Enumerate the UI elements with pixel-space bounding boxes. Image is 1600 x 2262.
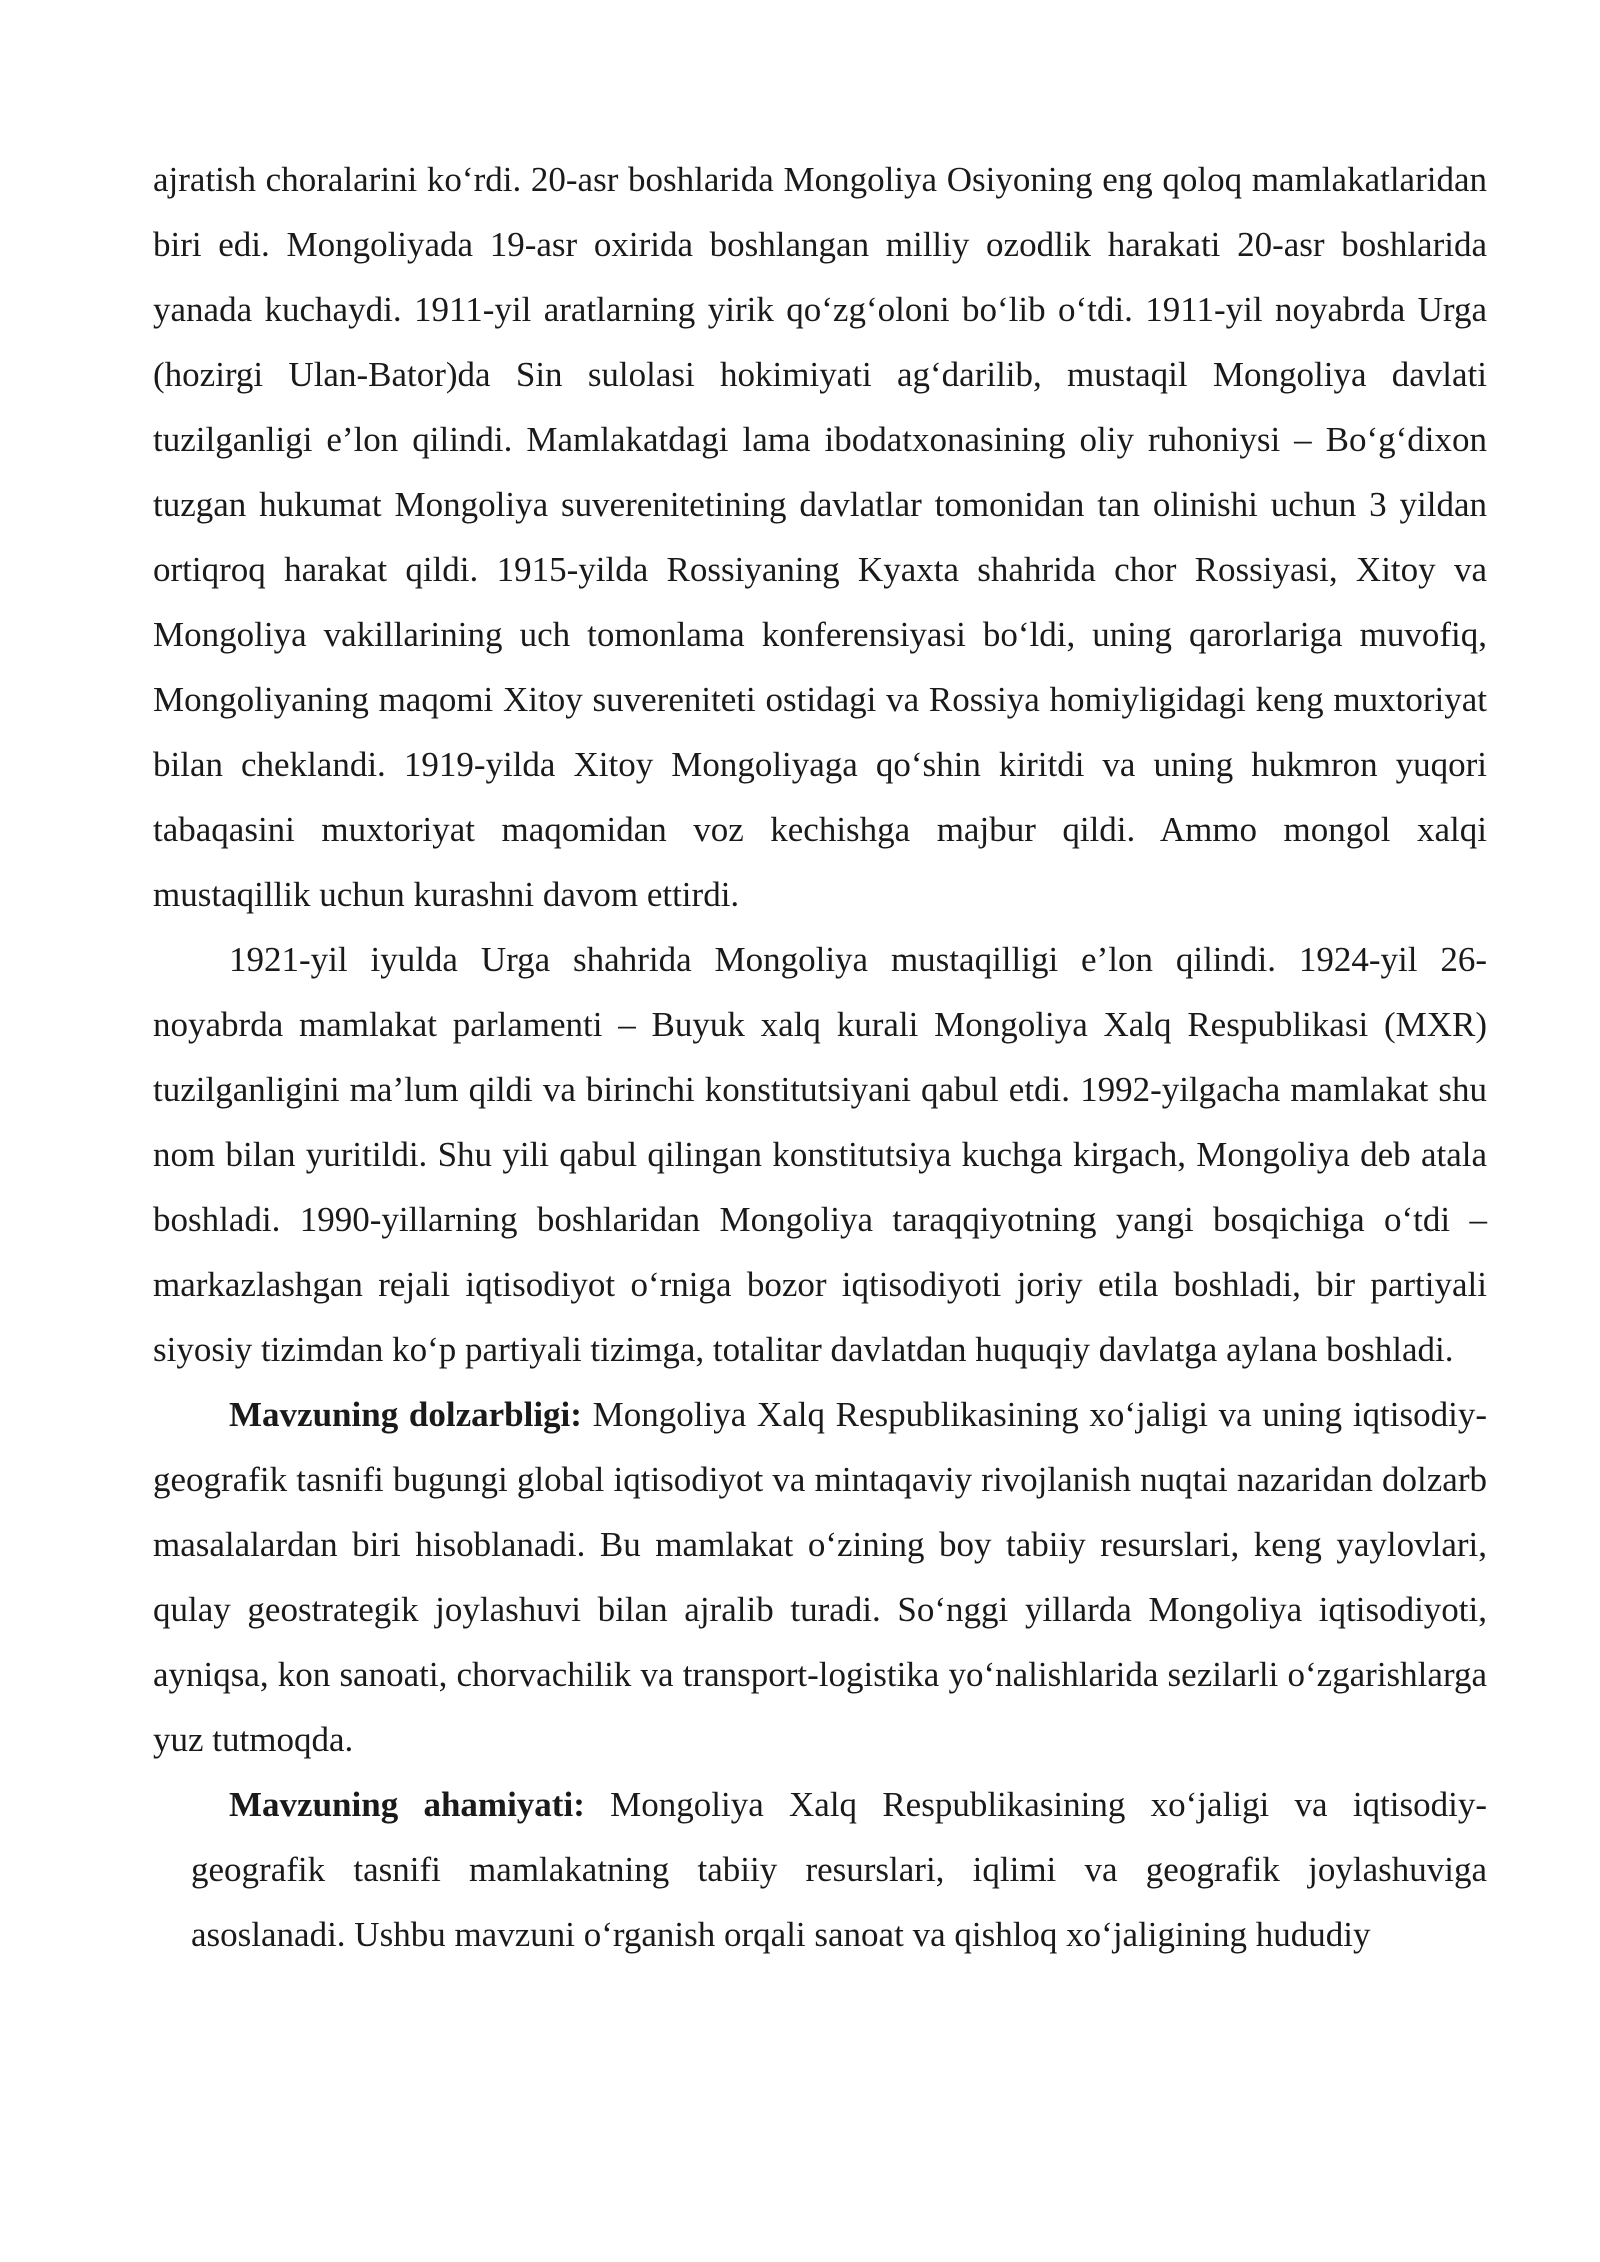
paragraph-lead-relevance: Mavzuning dolzarbligi: bbox=[229, 1395, 582, 1434]
paragraph-relevance bbox=[153, 1382, 1487, 1772]
paragraph-importance bbox=[153, 1772, 1487, 1967]
paragraph-independence bbox=[153, 927, 1487, 1382]
document-page bbox=[153, 147, 1487, 1967]
paragraph-text: ajratish choralarini ko‘rdi. 20-asr boshlarida Mongoliya Osiyoning eng qoloq mamlakatlaridan biri edi. Mongoliyada 19-asr oxirida boshlangan milliy ozodlik harakati 20-asr boshlarida yanada kuchaydi. 1911-yil aratlarning yirik qo‘zg‘oloni bo‘lib o‘tdi. 1911-yil noyabrda Urga (hozirgi Ulan-Bator)da Sin sulolasi hokimiyati ag‘darilib, mustaqil Mongoliya davlati tuzilganligi e’lon qilindi. Mamlakatdagi lama ibodatxonasining oliy ruhoniysi – Bo‘g‘dixon tuzgan hukumat Mongoliya suverenitetining davlatlar tomonidan tan olinishi uchun 3 yildan ortiqroq harakat qildi. 1915-yilda Rossiyaning Kyaxta shahrida chor Rossiyasi, Xitoy va Mongoliya vakillarining uch tomonlama konferensiyasi bo‘ldi, uning qarorlariga muvofiq, Mongoliyaning maqomi Xitoy suvereniteti ostidagi va Rossiya homiyligidagi keng muxtoriyat bilan cheklandi. 1919-yilda Xitoy Mongoliyaga qo‘shin kiritdi va uning hukmron yuqori tabaqasini muxtoriyat maqomidan voz kechishga majbur qildi. Ammo mongol xalqi mustaqillik uchun kurashni davom ettirdi. bbox=[153, 160, 1487, 914]
paragraph-mongolia-history bbox=[153, 147, 1487, 927]
paragraph-text: Mongoliya Xalq Respublikasining xo‘jaligi va uning iqtisodiy-geografik tasnifi bugungi global iqtisodiyot va mintaqaviy rivojlanish nuqtai nazaridan dolzarb masalalardan biri hisoblanadi. Bu mamlakat o‘zining boy tabiiy resurslari, keng yaylovlari, qulay geostrategik joylashuvi bilan ajralib turadi. So‘nggi yillarda Mongoliya iqtisodiyoti, ayniqsa, kon sanoati, chorvachilik va transport-logistika yo‘nalishlarida sezilarli o‘zgarishlarga yuz tutmoqda. bbox=[153, 1395, 1487, 1759]
paragraph-text: 1921-yil iyulda Urga shahrida Mongoliya mustaqilligi e’lon qilindi. 1924-yil 26-noyabrda mamlakat parlamenti – Buyuk xalq kurali Mongoliya Xalq Respublikasi (MXR) tuzilganligini ma’lum qildi va birinchi konstitutsiyani qabul etdi. 1992-yilgacha mamlakat shu nom bilan yuritildi. Shu yili qabul qilingan konstitutsiya kuchga kirgach, Mongoliya deb atala boshladi. 1990-yillarning boshlaridan Mongoliya taraqqiyotning yangi bosqichiga o‘tdi – markazlashgan rejali iqtisodiyot o‘rniga bozor iqtisodiyoti joriy etila boshladi, bir partiyali siyosiy tizimdan ko‘p partiyali tizimga, totalitar davlatdan huquqiy davlatga aylana boshladi. bbox=[153, 940, 1487, 1369]
paragraph-lead-importance: Mavzuning ahamiyati: bbox=[229, 1785, 585, 1824]
paragraph-text: Mongoliya Xalq Respublikasining xo‘jaligi va iqtisodiy-geografik tasnifi mamlakatning tabiiy resurslari, iqlimi va geografik joylashuviga asoslanadi. Ushbu mavzuni o‘rganish orqali sanoat va qishloq xo‘jaligining hududiy bbox=[191, 1785, 1488, 1954]
